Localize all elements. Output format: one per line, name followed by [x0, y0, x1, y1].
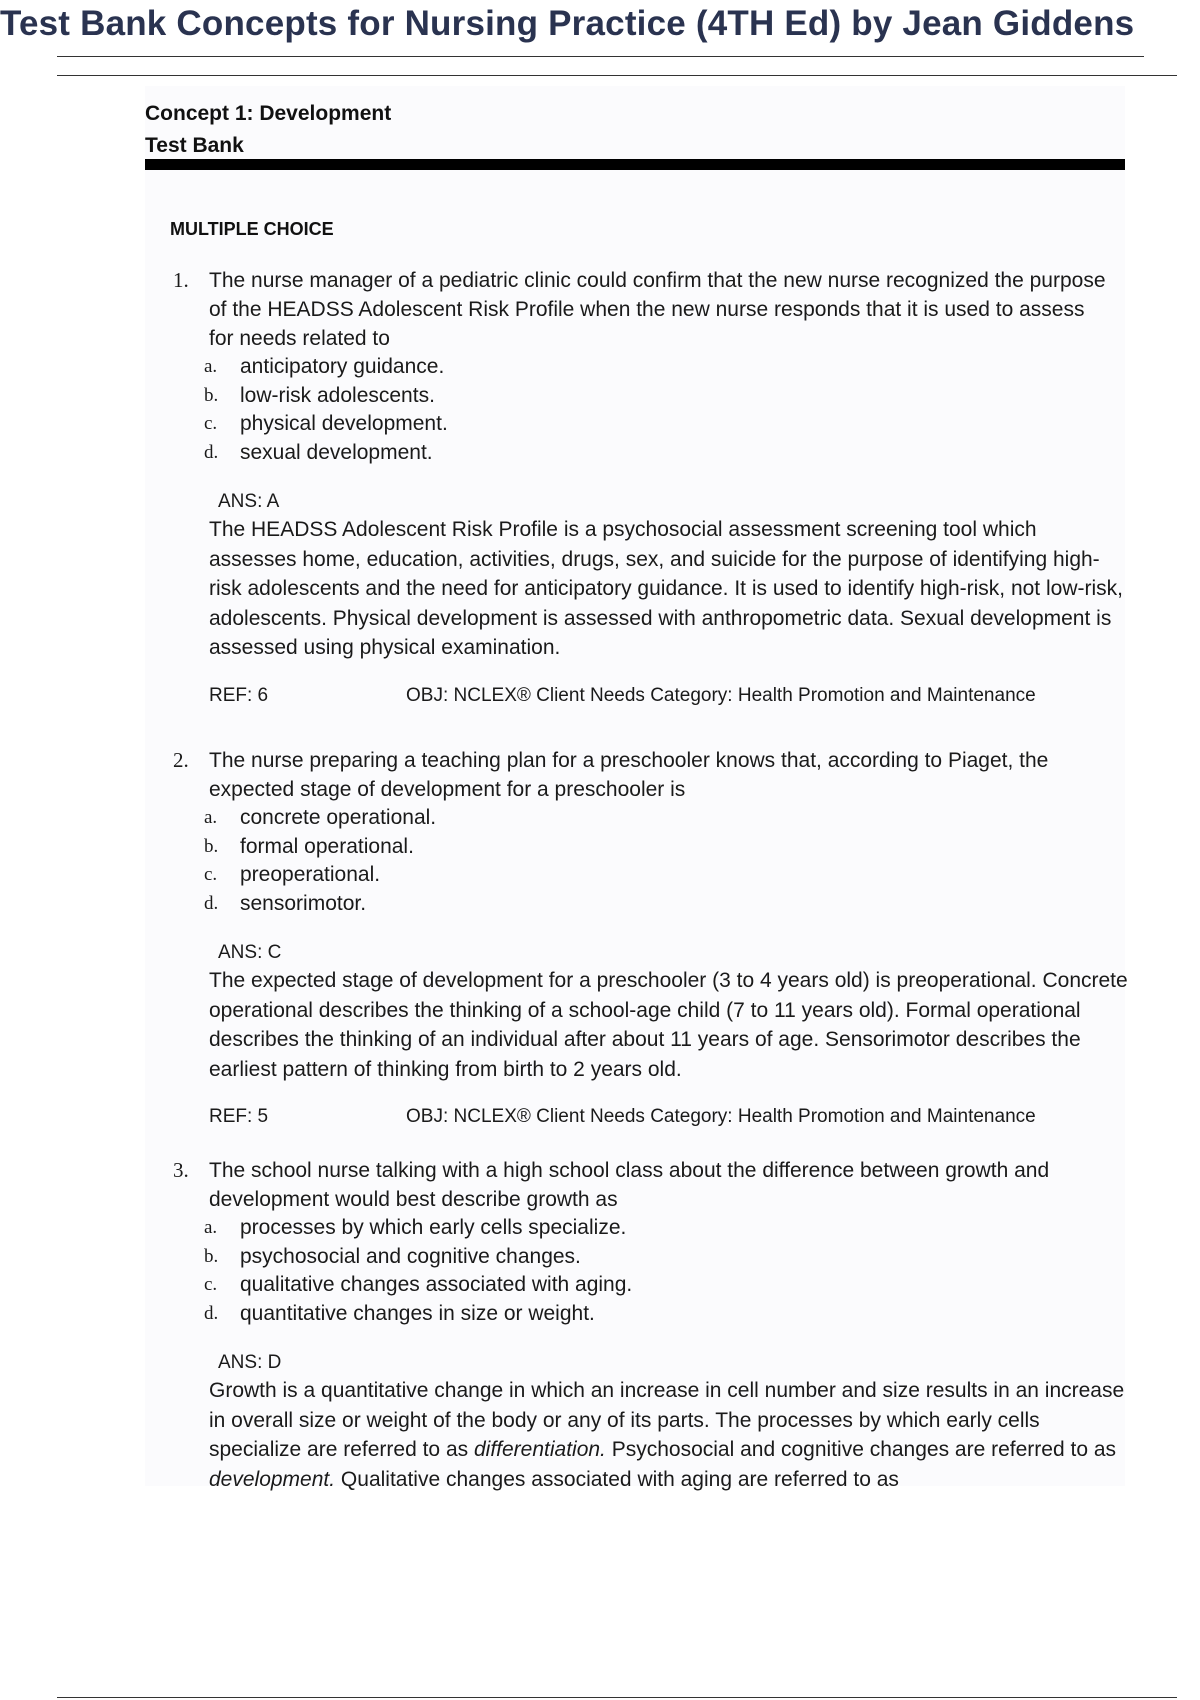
- title-underline: [57, 56, 1144, 57]
- answer-key: ANS: D: [218, 1352, 282, 1373]
- option-a: [0, 353, 1200, 382]
- option-text: quantitative changes in size or weight.: [240, 1301, 595, 1325]
- option-letter: d.: [204, 441, 219, 463]
- objective: OBJ: NCLEX® Client Needs Category: Health Promotion and Maintenance: [406, 684, 1036, 706]
- question-stem: [0, 266, 1109, 353]
- objective: OBJ: NCLEX® Client Needs Category: Health Promotion and Maintenance: [406, 1106, 1036, 1127]
- header-divider: [57, 75, 1177, 76]
- option-b: [0, 382, 1200, 411]
- option-letter: d.: [204, 892, 219, 914]
- option-text: sensorimotor.: [240, 891, 367, 915]
- answer-rationale: [0, 1376, 1129, 1494]
- rationale-term: differentiation.: [473, 1438, 606, 1461]
- heading-rule: [145, 159, 1125, 170]
- question-text: The nurse preparing a teaching plan for a preschooler knows that, according to Piaget, the expected stage of development for a preschooler is: [209, 749, 1049, 801]
- question-metadata: [0, 1106, 1200, 1132]
- option-letter: a.: [204, 356, 218, 377]
- option-d: [0, 1300, 1200, 1329]
- option-letter: b.: [204, 835, 219, 857]
- option-letter: a.: [204, 1217, 218, 1238]
- test-bank-label: Test Bank: [145, 134, 244, 157]
- reference-page: REF: 5: [209, 1106, 269, 1127]
- option-d: [0, 890, 1200, 919]
- question-3: [0, 1156, 1200, 1494]
- option-letter: c.: [204, 864, 218, 885]
- question-metadata: [0, 685, 1200, 711]
- option-text: formal operational.: [240, 834, 414, 858]
- question-stem: [0, 1156, 1109, 1214]
- option-letter: a.: [204, 807, 218, 828]
- option-text: physical development.: [240, 412, 448, 435]
- rationale-term: development.: [209, 1467, 336, 1491]
- option-letter: b.: [204, 384, 219, 406]
- reference-page: REF: 6: [209, 684, 269, 706]
- question-text: The nurse manager of a pediatric clinic could confirm that the new nurse recognized the purpose of the HEADSS Adolescent Risk Profile when the new nurse responds that it is used to assess for needs related to: [209, 269, 1106, 350]
- option-a: [0, 1214, 1200, 1243]
- option-letter: b.: [204, 1245, 219, 1267]
- question-number: 1.: [173, 268, 189, 292]
- question-text: The school nurse talking with a high school class about the difference between growth and development would best describe growth as: [209, 1159, 1050, 1211]
- answer-rationale: The HEADSS Adolescent Risk Profile is a psychosocial assessment screening tool which assesses home, education, activities, drugs, sex, and suicide for the purpose of identifying high-risk adolescents and the need for anticipatory guidance. It is used to identify high-risk, not low-risk, adolescents. Physical development is assessed with anthropometric data. Sexual development is assessed using physical examination.: [209, 518, 1123, 659]
- rationale-text: Psychosocial and cognitive changes are referred to as: [605, 1438, 1117, 1461]
- option-b: [0, 1243, 1200, 1272]
- option-c: [0, 410, 1200, 439]
- option-c: [0, 1271, 1200, 1300]
- option-text: sexual development.: [240, 440, 433, 464]
- option-c: [0, 861, 1200, 890]
- question-2: [0, 746, 1200, 1132]
- footer-divider: [57, 1697, 1177, 1698]
- option-text: low-risk adolescents.: [240, 383, 435, 407]
- option-text: psychosocial and cognitive changes.: [240, 1244, 581, 1268]
- concept-title: Concept 1: Development: [145, 102, 392, 125]
- option-d: [0, 439, 1200, 468]
- document-title: Test Bank Concepts for Nursing Practice (4TH Ed) by Jean Giddens: [0, 4, 1135, 43]
- option-a: [0, 804, 1200, 833]
- rationale-text: Qualitative changes associated with aging are referred to as: [335, 1467, 899, 1491]
- concept-heading: [145, 98, 391, 162]
- answer-rationale: The expected stage of development for a preschooler (3 to 4 years old) is preoperational. Concrete operational describes the thinking of a school-age child (7 to 11 years old). Formal operational describes the thinking of an individual after about 11 years of age. Sensorimotor describes the earliest pattern of thinking from birth to 2 years old.: [209, 969, 1128, 1081]
- option-text: qualitative changes associated with aging.: [240, 1273, 633, 1296]
- rationale-text: Growth is a quantitative change in which an increase in cell number and size results in an increase in overall size or weight of the body or any of its parts. The processes by which early cells specialize are referred to as: [209, 1379, 1125, 1461]
- question-1: [0, 266, 1200, 711]
- section-label: MULTIPLE CHOICE: [170, 219, 334, 239]
- option-text: anticipatory guidance.: [240, 355, 445, 378]
- question-stem: [0, 746, 1109, 804]
- answer-key: ANS: C: [218, 942, 282, 963]
- question-number: 3.: [173, 1158, 189, 1182]
- option-letter: c.: [204, 1274, 218, 1295]
- option-text: concrete operational.: [240, 806, 437, 829]
- option-b: [0, 833, 1200, 862]
- option-text: preoperational.: [240, 863, 381, 886]
- question-number: 2.: [173, 748, 189, 772]
- option-letter: c.: [204, 413, 218, 434]
- option-text: processes by which early cells specialize.: [240, 1216, 627, 1239]
- answer-key: ANS: A: [218, 491, 280, 512]
- option-letter: d.: [204, 1302, 219, 1324]
